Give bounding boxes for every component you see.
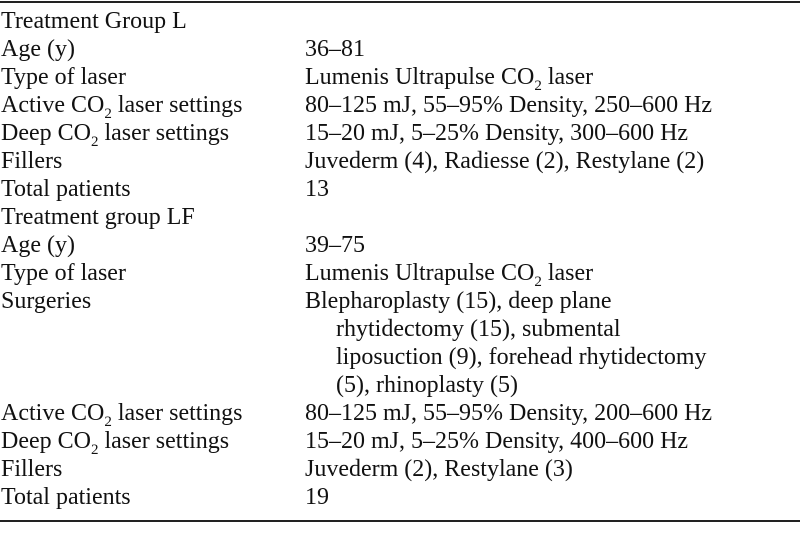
row-value: 39–75 — [305, 232, 365, 258]
row-label: Age (y) — [1, 36, 75, 62]
table-row-surgeries — [0, 287, 800, 399]
table-row — [0, 483, 800, 511]
table-bottom-rule — [0, 520, 800, 522]
row-value — [305, 259, 800, 290]
row-value: 15–20 mJ, 5–25% Density, 300–600 Hz — [305, 120, 689, 146]
label-text: laser settings — [111, 400, 243, 426]
subscript: 2 — [534, 78, 542, 94]
label-text: laser settings — [98, 428, 230, 454]
value-text: laser — [541, 260, 594, 286]
row-value — [305, 63, 800, 94]
subscript: 2 — [90, 134, 99, 150]
row-label — [0, 399, 305, 430]
row-label: Fillers — [1, 456, 63, 482]
row-value: Juvederm (4), Radiesse (2), Restylane (2) — [305, 148, 705, 174]
value-text: laser — [541, 64, 594, 90]
table-row — [0, 147, 800, 175]
table-row — [0, 175, 800, 203]
table-row — [0, 35, 800, 63]
value-text: Lumenis Ultrapulse CO — [305, 260, 535, 286]
label-text: laser settings — [111, 92, 243, 118]
subscript: 2 — [90, 442, 99, 458]
row-value: Juvederm (2), Restylane (3) — [305, 456, 573, 482]
table-row — [0, 231, 800, 259]
section-header-group-l — [0, 7, 800, 35]
row-value: 15–20 mJ, 5–25% Density, 400–600 Hz — [305, 428, 689, 454]
row-label — [0, 119, 305, 150]
row-label — [0, 91, 305, 122]
label-text: Active CO — [1, 92, 105, 118]
row-label — [0, 427, 305, 458]
table-row — [0, 455, 800, 483]
label-text: Deep CO — [1, 428, 91, 454]
row-label: Total patients — [1, 484, 131, 510]
row-value: 13 — [305, 176, 329, 202]
row-label: Total patients — [1, 176, 131, 202]
row-value — [305, 287, 800, 399]
section-header-group-lf — [0, 203, 800, 231]
row-label: Surgeries — [1, 288, 92, 314]
table-row — [0, 119, 800, 150]
section-title: Treatment group LF — [1, 204, 195, 230]
table-row — [0, 63, 800, 94]
value-line: (5), rhinoplasty (5) — [336, 372, 518, 398]
row-value: 80–125 mJ, 55–95% Density, 250–600 Hz — [305, 92, 713, 118]
label-text: laser settings — [98, 120, 230, 146]
value-text: Lumenis Ultrapulse CO — [305, 64, 535, 90]
table-body — [0, 7, 800, 511]
subscript: 2 — [104, 106, 112, 122]
value-line: rhytidectomy (15), submental — [336, 316, 621, 342]
row-value: 19 — [305, 484, 329, 510]
row-value: 36–81 — [305, 36, 365, 62]
section-title: Treatment Group L — [1, 8, 187, 34]
table-top-rule — [0, 1, 800, 3]
row-label: Age (y) — [1, 232, 75, 258]
label-text: Deep CO — [1, 120, 91, 146]
row-label: Fillers — [1, 148, 63, 174]
table-row — [0, 427, 800, 458]
label-text: Active CO — [1, 400, 105, 426]
subscript: 2 — [104, 414, 112, 430]
value-line: Blepharoplasty (15), deep plane — [305, 288, 612, 314]
table-row — [0, 259, 800, 290]
row-value: 80–125 mJ, 55–95% Density, 200–600 Hz — [305, 400, 713, 426]
row-label: Type of laser — [1, 64, 126, 90]
table-row — [0, 399, 800, 430]
table-row — [0, 91, 800, 122]
row-label: Type of laser — [1, 260, 126, 286]
value-line: liposuction (9), forehead rhytidectomy — [336, 344, 707, 370]
subscript: 2 — [534, 274, 542, 290]
